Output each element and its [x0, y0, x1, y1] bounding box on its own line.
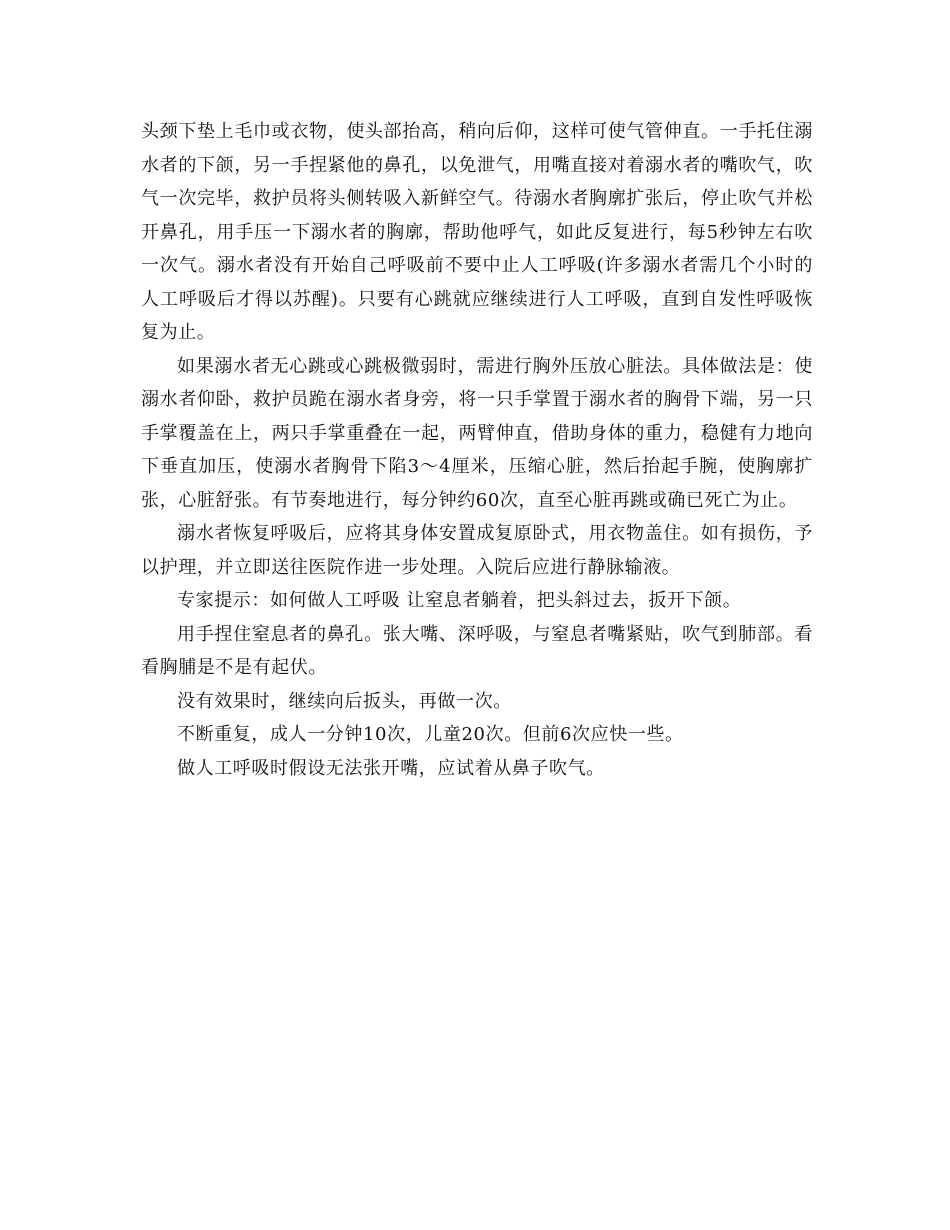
paragraph-nose-breathing: 做人工呼吸时假设无法张开嘴，应试着从鼻子吹气。 — [177, 757, 605, 779]
paragraph-repeat-rate: 不断重复，成人一分钟10次，儿童20次。但前6次应快一些。 — [177, 724, 684, 745]
paragraph-chest-compression: 如果溺水者无心跳或心跳极微弱时，需进行胸外压放心脏法。具体做法是：使溺水者仰卧，救护员跪在溺水者身旁，将一只手掌置于溺水者的胸骨下端，另一只手掌覆盖在上，两只手掌重叠在一起，两臂伸直，借助身体的重力，稳健有力地向下垂直加压，使溺水者胸骨下陷3～4厘米，压缩心脏，然后抬起手腕，使胸廓扩张，心脏舒张。有节奏地进行，每分钟约60次，直至心脏再跳或确已死亡为止。 — [141, 355, 813, 511]
paragraph-no-effect: 没有效果时，继续向后扳头，再做一次。 — [177, 690, 512, 712]
paragraph-rescue-breathing: 头颈下垫上毛巾或衣物，使头部抬高，稍向后仰，这样可使气管伸直。一手托住溺水者的下颌，另一手捏紧他的鼻孔，以免泄气，用嘴直接对着溺水者的嘴吹气，吹气一次完毕，救护员将头侧转吸入新鲜空气。待溺水者胸廓扩张后，停止吹气并松开鼻孔，用手压一下溺水者的胸廓，帮助他呼气，如此反复进行，每5秒钟左右吹一次气。溺水者没有开始自己呼吸前不要中止人工呼吸(许多溺水者需几个小时的人工呼吸后才得以苏醒)。只要有心跳就应继续进行人工呼吸，直到自发性呼吸恢复为止。 — [141, 121, 813, 343]
paragraph-recovery-position: 溺水者恢复呼吸后，应将其身体安置成复原卧式，用衣物盖住。如有损伤，予以护理，并立即送往医院作进一步处理。入院后应进行静脉输液。 — [141, 523, 813, 578]
paragraph-expert-tip: 专家提示：如何做人工呼吸 让窒息者躺着，把头斜过去，扳开下颌。 — [177, 590, 742, 611]
paragraph-pinch-nose: 用手捏住窒息者的鼻孔。张大嘴、深呼吸，与窒息者嘴紧贴，吹气到肺部。看看胸脯是不是有起伏。 — [141, 623, 813, 678]
document-body — [141, 115, 813, 785]
